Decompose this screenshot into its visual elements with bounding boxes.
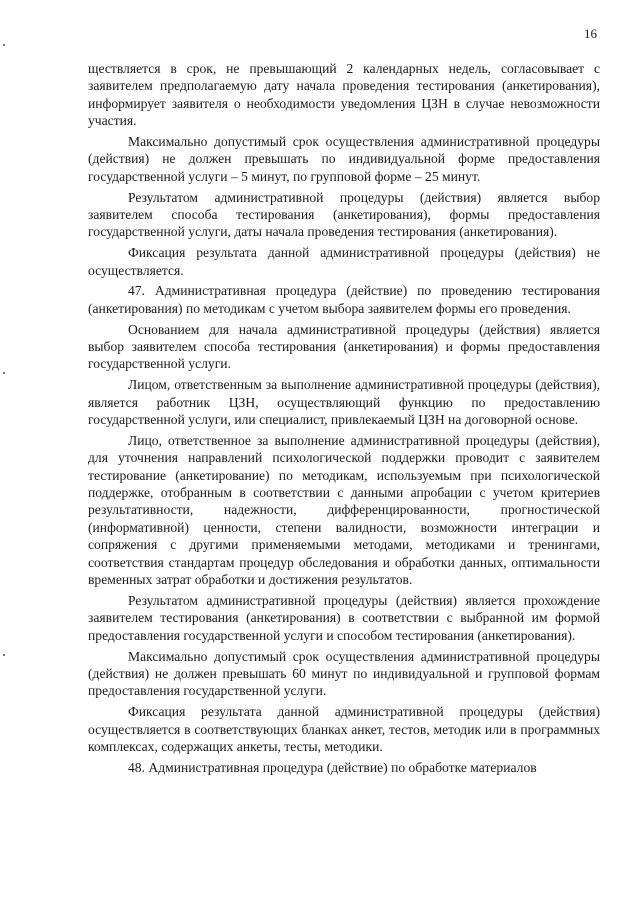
paragraph-fixation-forms: Фиксация результата данной административной процедуры (действия) осуществляется в соответствующих бланках анкет, тестов, методик или в программных комплексах, содержащих анкеты, тесты, методики.: [88, 704, 600, 754]
paragraph-result-choice: Результатом административной процедуры (действия) является выбор заявителем способа тестирования (анкетирования), формы предоставления государственной услуги, даты начала проведения тестирования (анкетирования).: [88, 189, 600, 240]
page-number: 16: [584, 26, 597, 41]
paragraph-max-time-60: Максимально допустимый срок осуществления административной процедуры (действия) не должен превышать 60 минут по индивидуальной и групповой формам предоставления государственной услуги.: [88, 648, 600, 699]
document-body: [88, 60, 600, 776]
scan-edge-mark: [3, 654, 5, 656]
paragraph-basis: Основанием для начала административной процедуры (действия) является выбор заявителем способа тестирования (анкетирования) и формы предоставления государственной услуги.: [88, 321, 600, 372]
paragraph-max-time-individual-group: Максимально допустимый срок осуществления административной процедуры (действия) не должен превышать по индивидуальной форме предоставления государственной услуги – 5 минут, по групповой форме – 25 минут.: [88, 134, 600, 184]
paragraph-fixation-none: Фиксация результата данной административной процедуры (действия) не осуществляется.: [88, 245, 600, 278]
paragraph-testing-methods: Лицо, ответственное за выполнение административной процедуры (действия), для уточнения направлений психологической поддержки проводит с заявителем тестирование (анкетирование) по методикам, используемым при психологической поддержке, отобранным в соответствии с данными апробации с учетом критериев результативности, надежности, дифференцированности, прогностической (информативной) ценности, степени валидности, возможности интеграции и сопряжения с другими применяемыми методами, методиками и тренингами, соответствия стандартам процедур обследования и обработки данных, оптимальности временных затрат обработки и достижения результатов.: [88, 432, 600, 588]
paragraph-responsible-person: Лицом, ответственным за выполнение административной процедуры (действия), является работник ЦЗН, осуществляющий функцию по предоставлению государственной услуги, или специалист, привлекаемый ЦЗН на договорной основе.: [88, 377, 600, 428]
paragraph-continuation: ществляется в срок, не превышающий 2 календарных недель, согласовывает с заявителем предполагаемую дату начала проведения тестирования (анкетирования), информирует заявителя о необходимости уведомления ЦЗН в случае невозможности участия.: [88, 61, 600, 129]
scan-edge-mark: [3, 44, 5, 46]
paragraph-item-47: 47. Административная процедура (действие) по проведению тестирования (анкетирования) по методикам с учетом выбора заявителем формы его проведения.: [88, 283, 600, 316]
paragraph-result-testing: Результатом административной процедуры (действия) является прохождение заявителем тестирования (анкетирования) в соответствии с выбранной им формой предоставления государственной услуги и способом тестирования (анкетирования).: [88, 592, 600, 643]
paragraph-item-48: 48. Административная процедура (действие) по обработке материалов: [128, 759, 537, 775]
scan-edge-mark: [3, 372, 5, 374]
